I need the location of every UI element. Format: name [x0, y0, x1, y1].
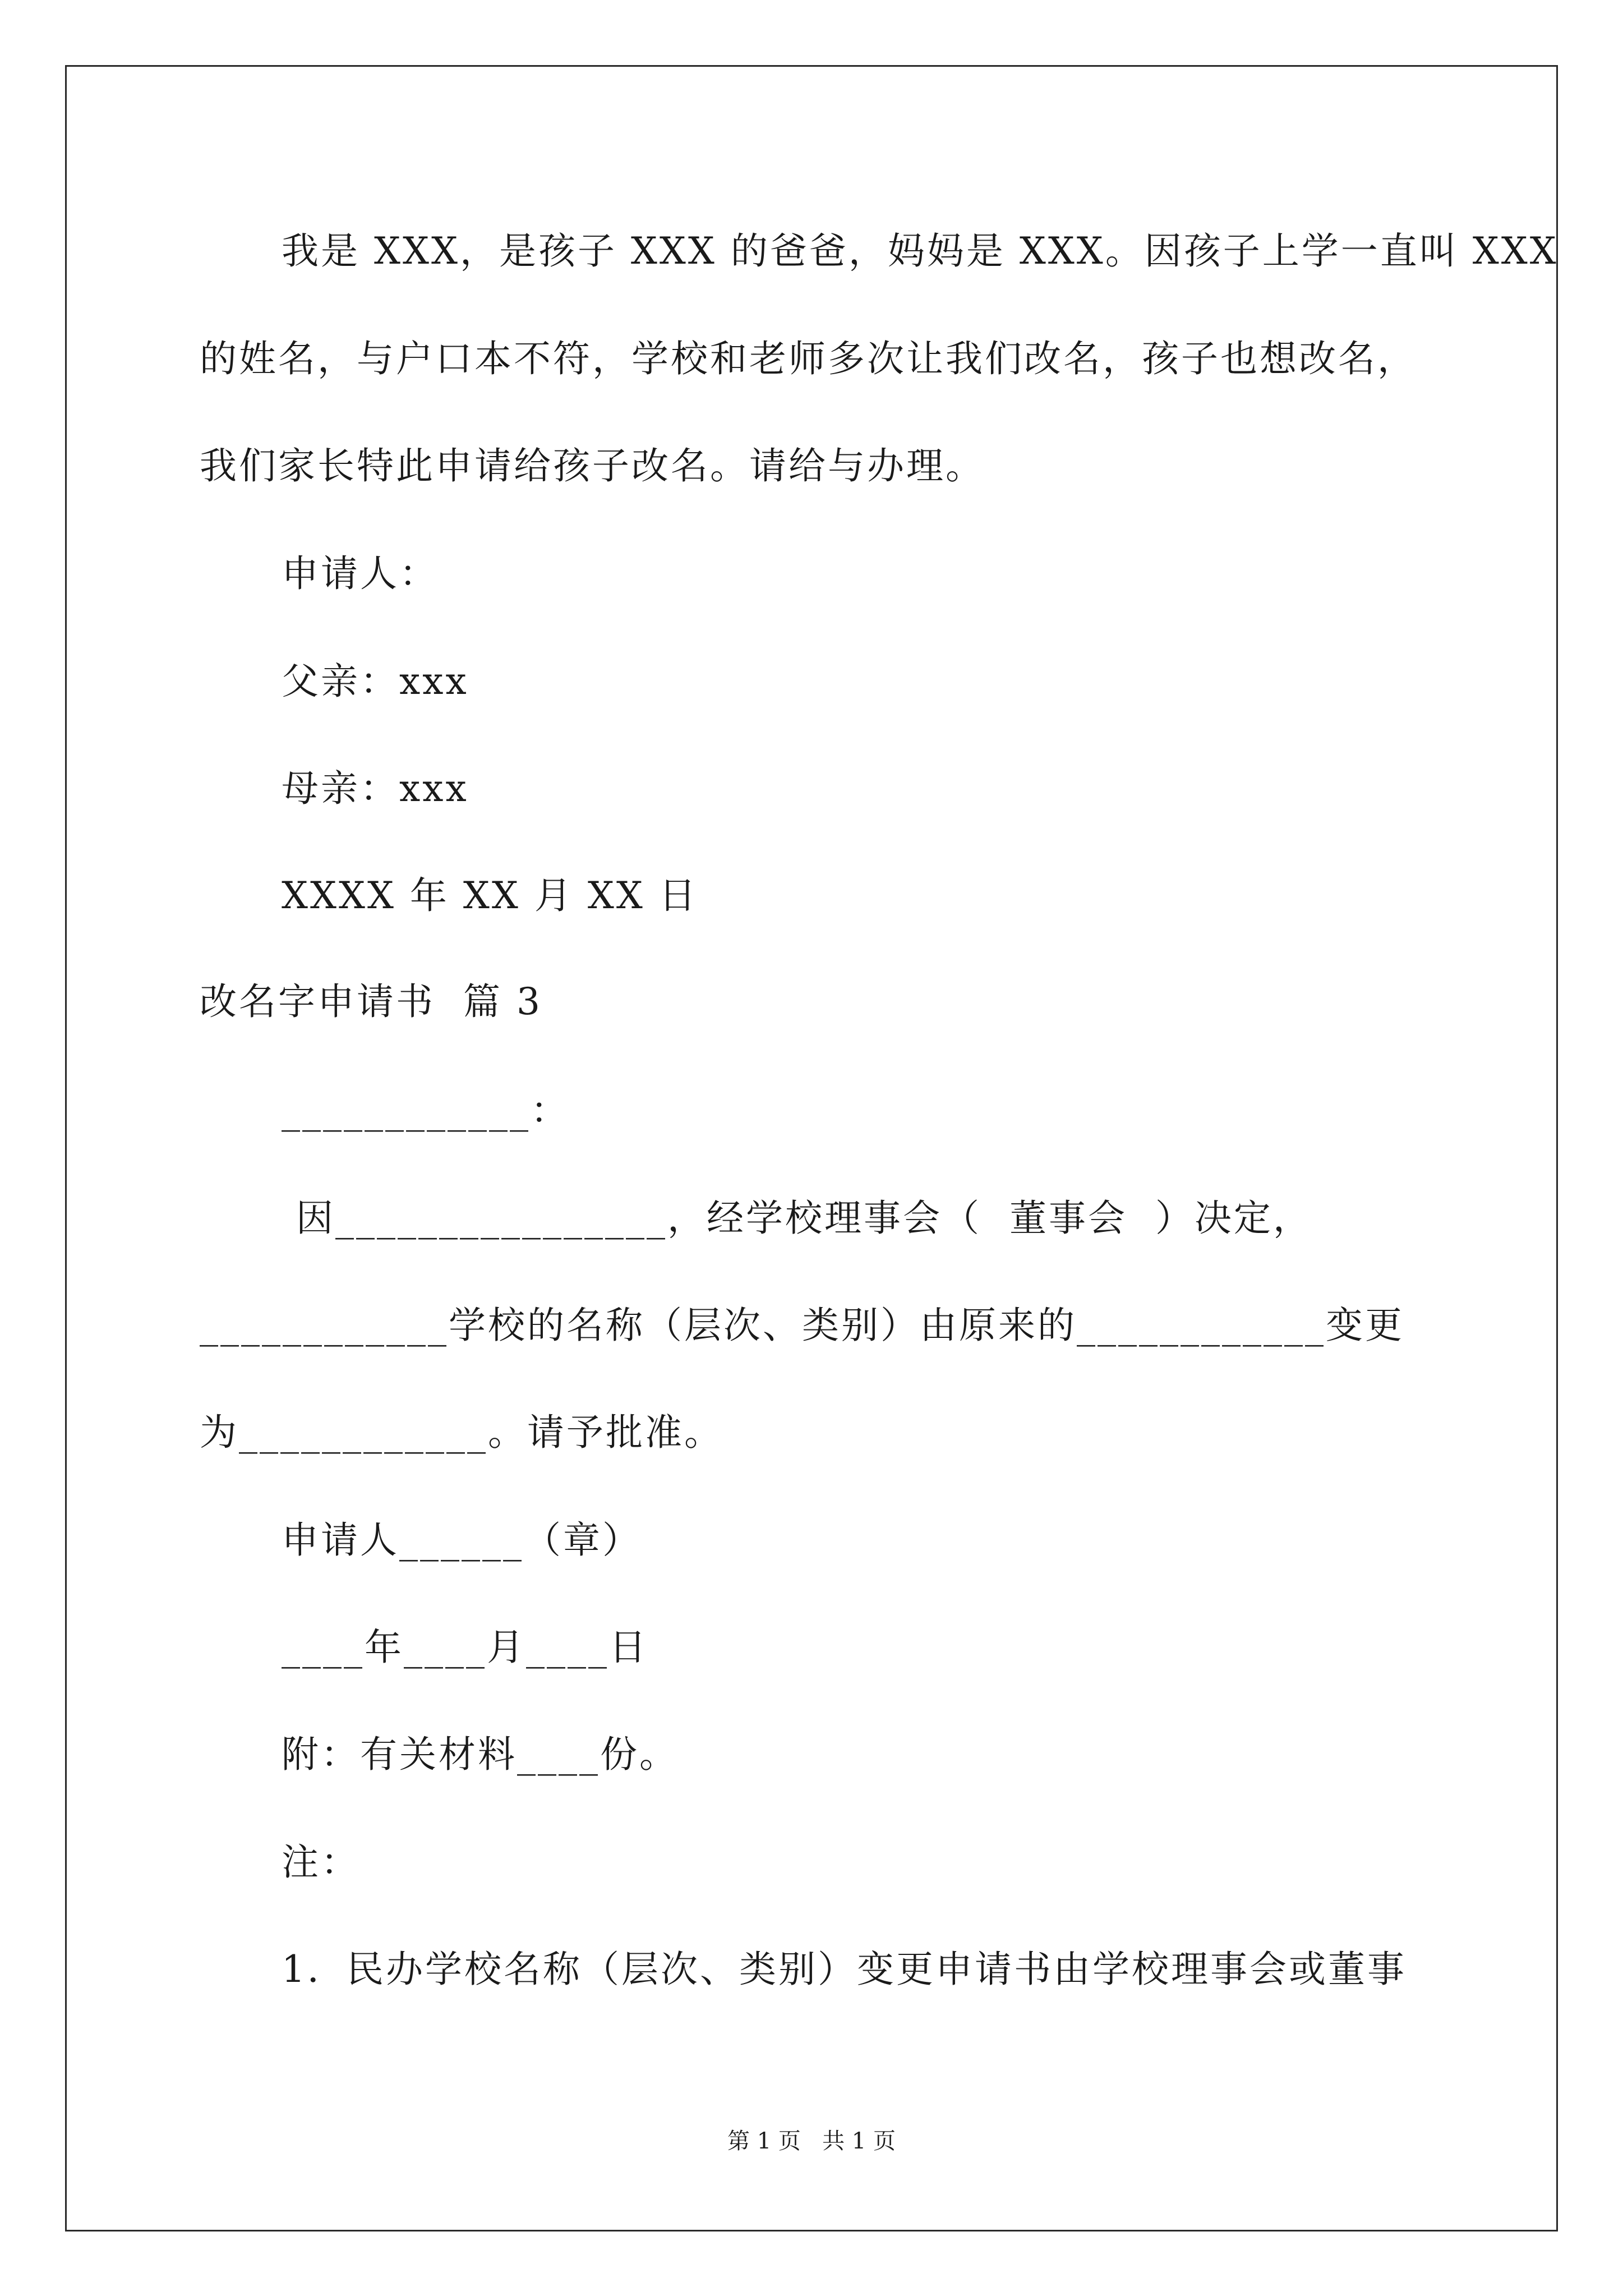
paragraph-line-3: 我们家长特此申请给孩子改名。请给与办理。: [200, 444, 985, 487]
note-heading: 注：: [282, 1841, 360, 1884]
applicant-seal-line: 申请人______（章）: [282, 1519, 642, 1562]
page-frame: [65, 65, 1558, 2231]
paragraph-line-1: 我是 XXX，是孩子 XXX 的爸爸，妈妈是 XXX。因孩子上学一直叫 XXX: [282, 229, 1559, 273]
addressee-blank: ____________：: [282, 1089, 570, 1132]
father-line: 父亲：xxx: [282, 660, 469, 703]
attachment-line: 附：有关材料____份。: [282, 1733, 679, 1776]
mother-line: 母亲：xxx: [282, 767, 469, 810]
section-title: 改名字申请书 篇 3: [200, 980, 542, 1023]
page-footer: 第 1 页 共 1 页: [727, 2128, 896, 2154]
change-to-line: 为____________。请予批准。: [200, 1411, 723, 1454]
applicant-heading: 申请人：: [282, 552, 439, 595]
date-line: XXXX 年 XX 月 XX 日: [282, 874, 698, 917]
school-name-line: ____________学校的名称（层次、类别）由原来的____________变更: [200, 1304, 1404, 1347]
blank-date-line: ____年____月____日: [282, 1626, 648, 1669]
note-item-1: 1．民办学校名称（层次、类别）变更申请书由学校理事会或董事: [282, 1948, 1407, 1991]
reason-line: 因________________，经学校理事会（ 董事会 ）决定，: [296, 1197, 1312, 1240]
paragraph-line-2: 的姓名，与户口本不符，学校和老师多次让我们改名，孩子也想改名，: [200, 337, 1417, 380]
